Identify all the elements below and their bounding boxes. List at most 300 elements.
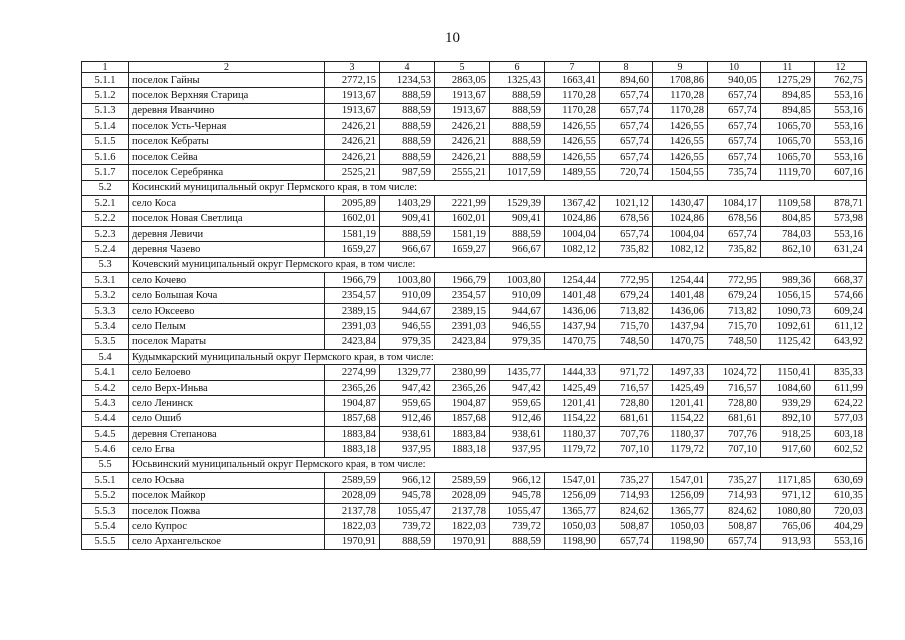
table-row bbox=[82, 134, 867, 149]
value-cell: 1904,87 bbox=[435, 396, 490, 411]
row-number: 5.4.6 bbox=[82, 442, 129, 457]
row-number: 5.1.4 bbox=[82, 119, 129, 134]
table-row bbox=[82, 334, 867, 349]
value-cell: 1150,41 bbox=[761, 365, 815, 380]
value-cell: 888,59 bbox=[380, 88, 435, 103]
value-cell: 1109,58 bbox=[761, 196, 815, 211]
table-row bbox=[82, 442, 867, 457]
value-cell: 966,12 bbox=[490, 473, 545, 488]
value-cell: 1365,77 bbox=[653, 503, 708, 518]
settlement-name: поселок Гайны bbox=[129, 73, 325, 88]
row-number: 5.1.2 bbox=[82, 88, 129, 103]
value-cell: 1170,28 bbox=[653, 103, 708, 118]
row-number: 5.2.2 bbox=[82, 211, 129, 226]
value-cell: 1055,47 bbox=[380, 503, 435, 518]
value-cell: 1883,84 bbox=[325, 426, 380, 441]
value-cell: 938,61 bbox=[490, 426, 545, 441]
value-cell: 772,95 bbox=[708, 273, 761, 288]
value-cell: 804,85 bbox=[761, 211, 815, 226]
value-cell: 609,24 bbox=[815, 303, 867, 318]
value-cell: 2426,21 bbox=[435, 119, 490, 134]
value-cell: 611,99 bbox=[815, 380, 867, 395]
value-cell: 1913,67 bbox=[435, 103, 490, 118]
settlement-name: поселок Майкор bbox=[129, 488, 325, 503]
value-cell: 1179,72 bbox=[545, 442, 600, 457]
value-cell: 947,42 bbox=[490, 380, 545, 395]
value-cell: 657,74 bbox=[600, 88, 653, 103]
value-cell: 1822,03 bbox=[325, 519, 380, 534]
settlement-name: деревня Левичи bbox=[129, 226, 325, 241]
value-cell: 979,35 bbox=[380, 334, 435, 349]
value-cell: 1170,28 bbox=[545, 88, 600, 103]
row-number: 5.1.6 bbox=[82, 149, 129, 164]
value-cell: 2391,03 bbox=[435, 319, 490, 334]
page-number: 10 bbox=[445, 30, 460, 46]
value-cell: 979,35 bbox=[490, 334, 545, 349]
value-cell: 1082,12 bbox=[545, 242, 600, 257]
value-cell: 713,82 bbox=[600, 303, 653, 318]
value-cell: 657,74 bbox=[708, 226, 761, 241]
value-cell: 1275,29 bbox=[761, 73, 815, 88]
value-cell: 912,46 bbox=[380, 411, 435, 426]
value-cell: 678,56 bbox=[600, 211, 653, 226]
value-cell: 1084,17 bbox=[708, 196, 761, 211]
value-cell: 2423,84 bbox=[435, 334, 490, 349]
value-cell: 2389,15 bbox=[435, 303, 490, 318]
settlement-name: село Юксеево bbox=[129, 303, 325, 318]
value-cell: 1426,55 bbox=[545, 119, 600, 134]
value-cell: 611,12 bbox=[815, 319, 867, 334]
value-cell: 888,59 bbox=[490, 149, 545, 164]
value-cell: 1426,55 bbox=[545, 134, 600, 149]
value-cell: 1883,18 bbox=[435, 442, 490, 457]
column-header: 12 bbox=[815, 62, 867, 73]
value-cell: 553,16 bbox=[815, 103, 867, 118]
value-cell: 2391,03 bbox=[325, 319, 380, 334]
row-number: 5.1.1 bbox=[82, 73, 129, 88]
value-cell: 2423,84 bbox=[325, 334, 380, 349]
value-cell: 1401,48 bbox=[545, 288, 600, 303]
value-cell: 1119,70 bbox=[761, 165, 815, 180]
value-cell: 1154,22 bbox=[545, 411, 600, 426]
value-cell: 892,10 bbox=[761, 411, 815, 426]
column-header: 4 bbox=[380, 62, 435, 73]
tariff-table bbox=[81, 61, 867, 550]
value-cell: 1125,42 bbox=[761, 334, 815, 349]
value-cell: 1180,37 bbox=[545, 426, 600, 441]
value-cell: 945,78 bbox=[380, 488, 435, 503]
value-cell: 888,59 bbox=[380, 134, 435, 149]
settlement-name: поселок Пожва bbox=[129, 503, 325, 518]
value-cell: 1092,61 bbox=[761, 319, 815, 334]
row-number: 5.4.1 bbox=[82, 365, 129, 380]
settlement-name: поселок Мараты bbox=[129, 334, 325, 349]
value-cell: 602,52 bbox=[815, 442, 867, 457]
row-number: 5.3.1 bbox=[82, 273, 129, 288]
table-row bbox=[82, 165, 867, 180]
value-cell: 966,12 bbox=[380, 473, 435, 488]
settlement-name: село Большая Коча bbox=[129, 288, 325, 303]
value-cell: 1913,67 bbox=[435, 88, 490, 103]
value-cell: 1201,41 bbox=[545, 396, 600, 411]
value-cell: 657,74 bbox=[600, 103, 653, 118]
row-number: 5.4.4 bbox=[82, 411, 129, 426]
section-title: Кочевский муниципальный округ Пермского края, в том числе: bbox=[129, 257, 867, 272]
section-title: Юсьвинский муниципальный округ Пермского края, в том числе: bbox=[129, 457, 867, 472]
settlement-name: село Купрос bbox=[129, 519, 325, 534]
table-row bbox=[82, 196, 867, 211]
value-cell: 735,74 bbox=[708, 165, 761, 180]
value-cell: 2354,57 bbox=[325, 288, 380, 303]
value-cell: 1426,55 bbox=[653, 134, 708, 149]
table-row bbox=[82, 103, 867, 118]
value-cell: 735,82 bbox=[600, 242, 653, 257]
value-cell: 888,59 bbox=[490, 134, 545, 149]
value-cell: 1470,75 bbox=[545, 334, 600, 349]
value-cell: 2028,09 bbox=[325, 488, 380, 503]
value-cell: 1256,09 bbox=[653, 488, 708, 503]
value-cell: 553,16 bbox=[815, 534, 867, 549]
settlement-name: поселок Кебраты bbox=[129, 134, 325, 149]
value-cell: 1056,15 bbox=[761, 288, 815, 303]
table-row bbox=[82, 519, 867, 534]
value-cell: 937,95 bbox=[380, 442, 435, 457]
value-cell: 1003,80 bbox=[490, 273, 545, 288]
value-cell: 1444,33 bbox=[545, 365, 600, 380]
value-cell: 735,82 bbox=[708, 242, 761, 257]
value-cell: 2365,26 bbox=[325, 380, 380, 395]
column-header: 10 bbox=[708, 62, 761, 73]
value-cell: 913,93 bbox=[761, 534, 815, 549]
value-cell: 1426,55 bbox=[545, 149, 600, 164]
value-cell: 1198,90 bbox=[545, 534, 600, 549]
value-cell: 657,74 bbox=[600, 134, 653, 149]
value-cell: 714,93 bbox=[600, 488, 653, 503]
value-cell: 888,59 bbox=[380, 103, 435, 118]
value-cell: 944,67 bbox=[380, 303, 435, 318]
value-cell: 1436,06 bbox=[545, 303, 600, 318]
value-cell: 657,74 bbox=[600, 226, 653, 241]
table-row bbox=[82, 411, 867, 426]
value-cell: 888,59 bbox=[380, 226, 435, 241]
table-row bbox=[82, 149, 867, 164]
table-row bbox=[82, 303, 867, 318]
row-number: 5.5.4 bbox=[82, 519, 129, 534]
value-cell: 1365,77 bbox=[545, 503, 600, 518]
value-cell: 1024,86 bbox=[653, 211, 708, 226]
value-cell: 938,61 bbox=[380, 426, 435, 441]
value-cell: 946,55 bbox=[380, 319, 435, 334]
value-cell: 1003,80 bbox=[380, 273, 435, 288]
value-cell: 862,10 bbox=[761, 242, 815, 257]
value-cell: 2137,78 bbox=[325, 503, 380, 518]
value-cell: 1065,70 bbox=[761, 134, 815, 149]
table-row bbox=[82, 380, 867, 395]
value-cell: 1004,04 bbox=[653, 226, 708, 241]
value-cell: 2354,57 bbox=[435, 288, 490, 303]
value-cell: 1004,04 bbox=[545, 226, 600, 241]
value-cell: 1529,39 bbox=[490, 196, 545, 211]
value-cell: 716,57 bbox=[600, 380, 653, 395]
value-cell: 1602,01 bbox=[325, 211, 380, 226]
value-cell: 784,03 bbox=[761, 226, 815, 241]
settlement-name: поселок Серебрянка bbox=[129, 165, 325, 180]
table-row bbox=[82, 426, 867, 441]
value-cell: 2221,99 bbox=[435, 196, 490, 211]
value-cell: 888,59 bbox=[490, 226, 545, 241]
column-header: 8 bbox=[600, 62, 653, 73]
value-cell: 1170,28 bbox=[545, 103, 600, 118]
table-row bbox=[82, 534, 867, 549]
value-cell: 715,70 bbox=[600, 319, 653, 334]
settlement-name: поселок Сейва bbox=[129, 149, 325, 164]
settlement-name: поселок Верхняя Старица bbox=[129, 88, 325, 103]
value-cell: 1822,03 bbox=[435, 519, 490, 534]
value-cell: 2589,59 bbox=[325, 473, 380, 488]
value-cell: 1659,27 bbox=[325, 242, 380, 257]
row-number: 5.2.4 bbox=[82, 242, 129, 257]
settlement-name: поселок Новая Светлица bbox=[129, 211, 325, 226]
value-cell: 1883,18 bbox=[325, 442, 380, 457]
table-row bbox=[82, 365, 867, 380]
value-cell: 2772,15 bbox=[325, 73, 380, 88]
value-cell: 643,92 bbox=[815, 334, 867, 349]
value-cell: 1857,68 bbox=[325, 411, 380, 426]
value-cell: 888,59 bbox=[490, 103, 545, 118]
row-number: 5.5 bbox=[82, 457, 129, 472]
value-cell: 987,59 bbox=[380, 165, 435, 180]
value-cell: 888,59 bbox=[380, 534, 435, 549]
value-cell: 1080,80 bbox=[761, 503, 815, 518]
row-number: 5.5.1 bbox=[82, 473, 129, 488]
value-cell: 681,61 bbox=[708, 411, 761, 426]
value-cell: 1547,01 bbox=[545, 473, 600, 488]
value-cell: 577,03 bbox=[815, 411, 867, 426]
value-cell: 707,10 bbox=[708, 442, 761, 457]
value-cell: 1198,90 bbox=[653, 534, 708, 549]
value-cell: 657,74 bbox=[600, 534, 653, 549]
value-cell: 910,09 bbox=[490, 288, 545, 303]
value-cell: 657,74 bbox=[600, 119, 653, 134]
row-number: 5.3.2 bbox=[82, 288, 129, 303]
settlement-name: село Пелым bbox=[129, 319, 325, 334]
value-cell: 2028,09 bbox=[435, 488, 490, 503]
section-row bbox=[82, 180, 867, 195]
table-row bbox=[82, 488, 867, 503]
value-cell: 824,62 bbox=[600, 503, 653, 518]
value-cell: 1179,72 bbox=[653, 442, 708, 457]
value-cell: 894,85 bbox=[761, 103, 815, 118]
row-number: 5.2.1 bbox=[82, 196, 129, 211]
value-cell: 1055,47 bbox=[490, 503, 545, 518]
value-cell: 739,72 bbox=[380, 519, 435, 534]
value-cell: 2555,21 bbox=[435, 165, 490, 180]
value-cell: 1663,41 bbox=[545, 73, 600, 88]
value-cell: 1090,73 bbox=[761, 303, 815, 318]
value-cell: 1065,70 bbox=[761, 149, 815, 164]
value-cell: 728,80 bbox=[600, 396, 653, 411]
value-cell: 720,74 bbox=[600, 165, 653, 180]
value-cell: 2525,21 bbox=[325, 165, 380, 180]
value-cell: 1050,03 bbox=[545, 519, 600, 534]
value-cell: 937,95 bbox=[490, 442, 545, 457]
value-cell: 1171,85 bbox=[761, 473, 815, 488]
settlement-name: поселок Усть-Черная bbox=[129, 119, 325, 134]
value-cell: 944,67 bbox=[490, 303, 545, 318]
value-cell: 1401,48 bbox=[653, 288, 708, 303]
value-cell: 1367,42 bbox=[545, 196, 600, 211]
value-cell: 946,55 bbox=[490, 319, 545, 334]
settlement-name: село Белоево bbox=[129, 365, 325, 380]
value-cell: 404,29 bbox=[815, 519, 867, 534]
value-cell: 1154,22 bbox=[653, 411, 708, 426]
section-row bbox=[82, 257, 867, 272]
value-cell: 1329,77 bbox=[380, 365, 435, 380]
value-cell: 947,42 bbox=[380, 380, 435, 395]
settlement-name: село Верх-Иньва bbox=[129, 380, 325, 395]
value-cell: 1234,53 bbox=[380, 73, 435, 88]
row-number: 5.1.7 bbox=[82, 165, 129, 180]
value-cell: 716,57 bbox=[708, 380, 761, 395]
value-cell: 657,74 bbox=[600, 149, 653, 164]
section-row bbox=[82, 457, 867, 472]
value-cell: 508,87 bbox=[600, 519, 653, 534]
row-number: 5.3.5 bbox=[82, 334, 129, 349]
value-cell: 1708,86 bbox=[653, 73, 708, 88]
value-cell: 910,09 bbox=[380, 288, 435, 303]
value-cell: 1024,72 bbox=[708, 365, 761, 380]
value-cell: 772,95 bbox=[600, 273, 653, 288]
value-cell: 707,76 bbox=[708, 426, 761, 441]
table-row bbox=[82, 473, 867, 488]
value-cell: 1325,43 bbox=[490, 73, 545, 88]
value-cell: 1497,33 bbox=[653, 365, 708, 380]
value-cell: 631,24 bbox=[815, 242, 867, 257]
value-cell: 2365,26 bbox=[435, 380, 490, 395]
value-cell: 1254,44 bbox=[545, 273, 600, 288]
value-cell: 739,72 bbox=[490, 519, 545, 534]
settlement-name: село Ленинск bbox=[129, 396, 325, 411]
value-cell: 624,22 bbox=[815, 396, 867, 411]
value-cell: 2426,21 bbox=[435, 149, 490, 164]
value-cell: 748,50 bbox=[600, 334, 653, 349]
value-cell: 1966,79 bbox=[435, 273, 490, 288]
value-cell: 2137,78 bbox=[435, 503, 490, 518]
value-cell: 1602,01 bbox=[435, 211, 490, 226]
table-row bbox=[82, 119, 867, 134]
value-cell: 715,70 bbox=[708, 319, 761, 334]
value-cell: 607,16 bbox=[815, 165, 867, 180]
value-cell: 2095,89 bbox=[325, 196, 380, 211]
column-header: 2 bbox=[129, 62, 325, 73]
section-title: Косинский муниципальный округ Пермского края, в том числе: bbox=[129, 180, 867, 195]
value-cell: 1180,37 bbox=[653, 426, 708, 441]
value-cell: 888,59 bbox=[380, 149, 435, 164]
value-cell: 657,74 bbox=[708, 119, 761, 134]
value-cell: 574,66 bbox=[815, 288, 867, 303]
value-cell: 681,61 bbox=[600, 411, 653, 426]
value-cell: 909,41 bbox=[490, 211, 545, 226]
value-cell: 1970,91 bbox=[435, 534, 490, 549]
value-cell: 573,98 bbox=[815, 211, 867, 226]
value-cell: 2426,21 bbox=[325, 134, 380, 149]
settlement-name: деревня Иванчино bbox=[129, 103, 325, 118]
value-cell: 679,24 bbox=[600, 288, 653, 303]
value-cell: 707,76 bbox=[600, 426, 653, 441]
column-header: 1 bbox=[82, 62, 129, 73]
header-row bbox=[82, 62, 867, 73]
value-cell: 657,74 bbox=[708, 88, 761, 103]
value-cell: 1857,68 bbox=[435, 411, 490, 426]
value-cell: 878,71 bbox=[815, 196, 867, 211]
value-cell: 713,82 bbox=[708, 303, 761, 318]
value-cell: 1436,06 bbox=[653, 303, 708, 318]
value-cell: 1084,60 bbox=[761, 380, 815, 395]
value-cell: 657,74 bbox=[708, 149, 761, 164]
value-cell: 714,93 bbox=[708, 488, 761, 503]
value-cell: 939,29 bbox=[761, 396, 815, 411]
value-cell: 1883,84 bbox=[435, 426, 490, 441]
row-number: 5.5.5 bbox=[82, 534, 129, 549]
settlement-name: село Архангельское bbox=[129, 534, 325, 549]
value-cell: 1024,86 bbox=[545, 211, 600, 226]
value-cell: 2589,59 bbox=[435, 473, 490, 488]
value-cell: 657,74 bbox=[708, 534, 761, 549]
table-row bbox=[82, 242, 867, 257]
value-cell: 1065,70 bbox=[761, 119, 815, 134]
value-cell: 1430,47 bbox=[653, 196, 708, 211]
row-number: 5.5.3 bbox=[82, 503, 129, 518]
value-cell: 1426,55 bbox=[653, 149, 708, 164]
column-header: 6 bbox=[490, 62, 545, 73]
value-cell: 918,25 bbox=[761, 426, 815, 441]
value-cell: 940,05 bbox=[708, 73, 761, 88]
value-cell: 1437,94 bbox=[545, 319, 600, 334]
value-cell: 971,12 bbox=[761, 488, 815, 503]
value-cell: 2274,99 bbox=[325, 365, 380, 380]
value-cell: 1256,09 bbox=[545, 488, 600, 503]
value-cell: 1425,49 bbox=[545, 380, 600, 395]
value-cell: 959,65 bbox=[490, 396, 545, 411]
value-cell: 888,59 bbox=[490, 88, 545, 103]
value-cell: 1437,94 bbox=[653, 319, 708, 334]
value-cell: 909,41 bbox=[380, 211, 435, 226]
row-number: 5.4.5 bbox=[82, 426, 129, 441]
value-cell: 2380,99 bbox=[435, 365, 490, 380]
value-cell: 657,74 bbox=[708, 103, 761, 118]
value-cell: 894,85 bbox=[761, 88, 815, 103]
row-number: 5.1.5 bbox=[82, 134, 129, 149]
value-cell: 735,27 bbox=[708, 473, 761, 488]
value-cell: 835,33 bbox=[815, 365, 867, 380]
table-row bbox=[82, 211, 867, 226]
column-header: 5 bbox=[435, 62, 490, 73]
value-cell: 553,16 bbox=[815, 226, 867, 241]
value-cell: 630,69 bbox=[815, 473, 867, 488]
value-cell: 1426,55 bbox=[653, 119, 708, 134]
section-title: Кудымкарский муниципальный округ Пермского края, в том числе: bbox=[129, 350, 867, 365]
value-cell: 1547,01 bbox=[653, 473, 708, 488]
value-cell: 765,06 bbox=[761, 519, 815, 534]
value-cell: 668,37 bbox=[815, 273, 867, 288]
row-number: 5.1.3 bbox=[82, 103, 129, 118]
column-header: 11 bbox=[761, 62, 815, 73]
value-cell: 2426,21 bbox=[325, 149, 380, 164]
settlement-name: село Юсьва bbox=[129, 473, 325, 488]
value-cell: 2389,15 bbox=[325, 303, 380, 318]
column-header: 9 bbox=[653, 62, 708, 73]
value-cell: 748,50 bbox=[708, 334, 761, 349]
